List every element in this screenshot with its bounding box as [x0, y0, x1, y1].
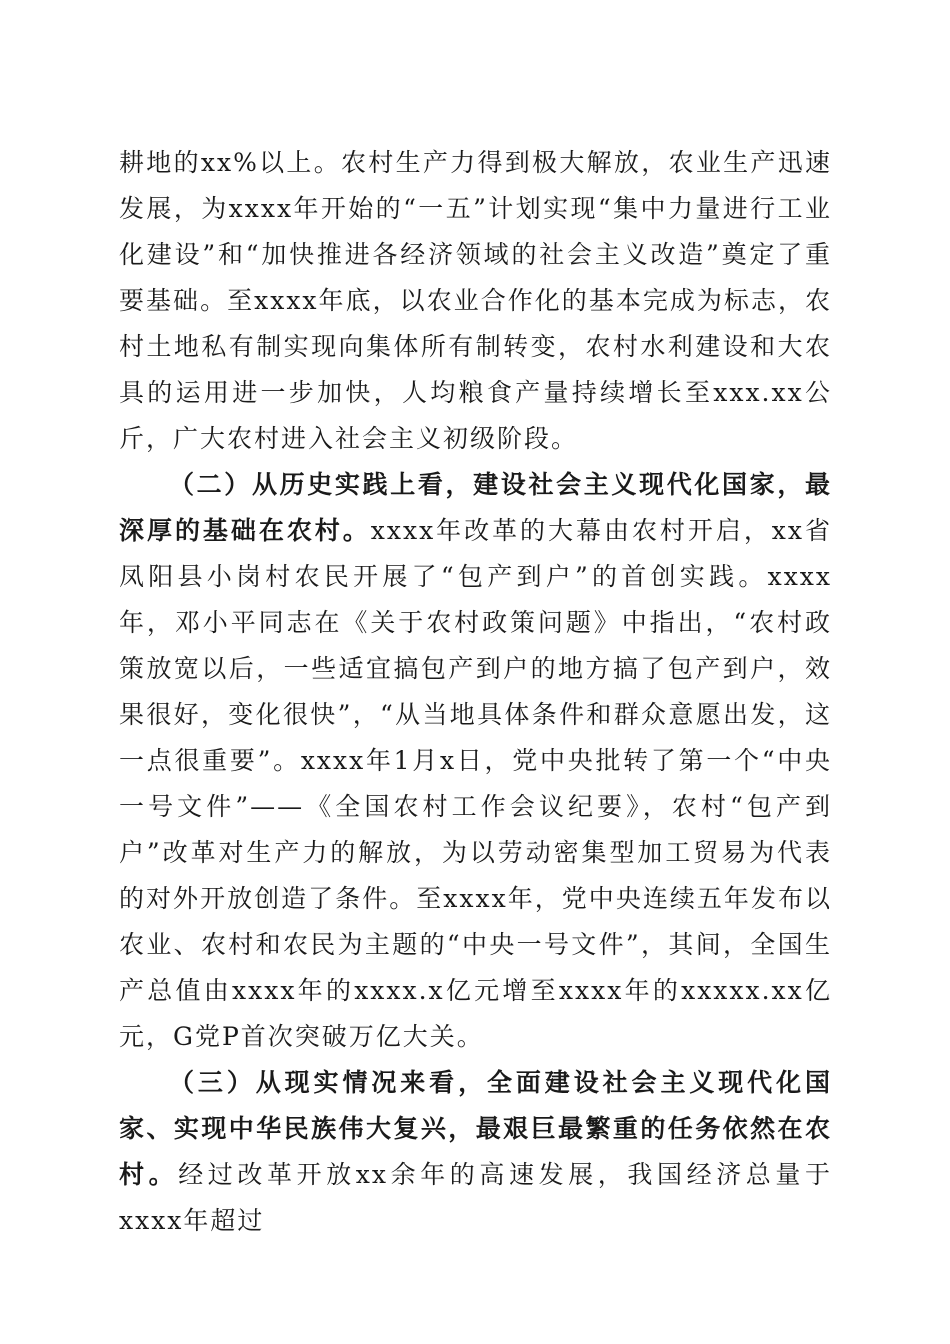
paragraph-3-heading: （三）从现实情况来看，全面建设社会主义现代化国家、实现中华民族伟大复兴，最艰巨最繁重的任务依然在农村。 [119, 1068, 832, 1189]
paragraph-1 [119, 140, 832, 462]
paragraph-1-text: 耕地的xx%以上。农村生产力得到极大解放，农业生产迅速发展，为xxxx年开始的“一五”计划实现“集中力量进行工业化建设”和“加快推进各经济领域的社会主义改造”奠定了重要基础。至xxxx年底，以农业合作化的基本完成为标志，农村土地私有制实现向集体所有制转变，农村水利建设和大农具的运用进一步加快，人均粮食产量持续增长至xxx.xx公斤，广大农村进入社会主义初级阶段。 [119, 148, 832, 453]
paragraph-2-text: xxxx年改革的大幕由农村开启，xx省凤阳县小岗村农民开展了“包产到户”的首创实践。xxxx年，邓小平同志在《关于农村政策问题》中指出，“农村政策放宽以后，一些适宜搞包产到户的地方搞了包产到户，效果很好，变化很快”，“从当地具体条件和群众意愿出发，这一点很重要”。xxxx年1月x日，党中央批转了第一个“中央一号文件”——《全国农村工作会议纪要》，农村“包产到户”改革对生产力的解放，为以劳动密集型加工贸易为代表的对外开放创造了条件。至xxxx年，党中央连续五年发布以农业、农村和农民为主题的“中央一号文件”，其间，全国生产总值由xxxx年的xxxx.x亿元增至xxxx年的xxxxx.xx亿元，G党P首次突破万亿大关。 [119, 516, 832, 1051]
document-body [119, 140, 832, 1244]
paragraph-2 [119, 462, 832, 1060]
paragraph-3-text: 经过改革开放xx余年的高速发展，我国经济总量于xxxx年超过 [119, 1160, 832, 1235]
paragraph-3 [119, 1060, 832, 1244]
paragraph-2-heading: （二）从历史实践上看，建设社会主义现代化国家，最深厚的基础在农村。 [119, 470, 832, 545]
